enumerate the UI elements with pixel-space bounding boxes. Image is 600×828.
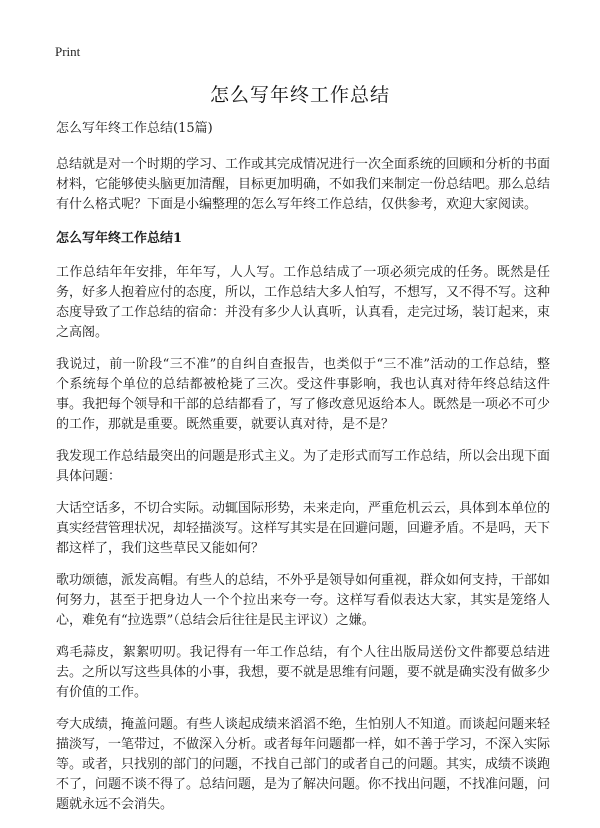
print-link[interactable]: Print bbox=[55, 44, 81, 59]
body-paragraph: 我说过，前一阶段“三不准”的自纠自查报告，也类似于“三不准”活动的工作总结，整个系统每个单位的总结都被枪毙了三次。受这件事影响，我也认真对待年终总结这件事。我把每个领导和干部的总结都看了，写了修改意见返给本人。既然是一项必不可少的工作，那就是重要。既然重要，就要认真对待，是不是？ bbox=[56, 357, 551, 432]
section-heading: 怎么写年终工作总结1 bbox=[56, 231, 183, 246]
body-paragraph: 大话空话多，不切合实际。动辄国际形势，未来走向，严重危机云云，具体到本单位的真实经营管理状况，却轻描淡写。这样写其实是在回避问题，回避矛盾。不是吗，天下都这样了，我们这些草民又能如何？ bbox=[56, 501, 551, 556]
document-subtitle: 怎么写年终工作总结(15篇) bbox=[56, 121, 213, 136]
body-paragraph: 鸡毛蒜皮，絮絮叨叨。我记得有一年工作总结，有个人往出版局送份文件都要总结进去。之所以写这些具体的小事，我想，要不就是思维有问题，要不就是确实没有做多少有价值的工作。 bbox=[56, 645, 551, 700]
intro-paragraph: 总结就是对一个时期的学习、工作或其完成情况进行一次全面系统的回顾和分析的书面材料，它能够使头脑更加清醒，目标更加明确，不如我们来制定一份总结吧。那么总结有什么格式呢？下面是小编整理的怎么写年终工作总结，仅供参考，欢迎大家阅读。 bbox=[56, 157, 551, 212]
body-paragraph: 夸大成绩，掩盖问题。有些人谈起成绩来滔滔不绝，生怕别人不知道。而谈起问题来轻描淡写，一笔带过，不做深入分析。或者每年问题都一样，如不善于学习，不深入实际等。或者，只找别的部门的问题，不找自己部门的或者自己的问题。其实，成绩不谈跑不了，问题不谈不得了。总结问题，是为了解决问题。你不找出问题，不找准问题，问题就永远不会消失。 bbox=[56, 717, 551, 812]
document-title: 怎么写年终工作总结 bbox=[209, 84, 390, 106]
document-body bbox=[56, 119, 550, 827]
body-paragraph: 工作总结年年安排，年年写，人人写。工作总结成了一项必须完成的任务。既然是任务，好多人抱着应付的态度，所以，工作总结大多人怕写，不想写，又不得不写。这种态度导致了工作总结的宿命：并没有多少人认真听，认真看，走完过场，装订起来，束之高阁。 bbox=[56, 265, 551, 340]
body-paragraph: 我发现工作总结最突出的问题是形式主义。为了走形式而写工作总结，所以会出现下面具体问题： bbox=[56, 449, 551, 484]
body-paragraph: 歌功颂德，派发高帽。有些人的总结，不外乎是领导如何重视，群众如何支持，干部如何努力，甚至于把身边人一个个拉出来夸一夸。这样写看似表达大家，其实是笼络人心，难免有“拉选票”（总结会后往往是民主评议）之嫌。 bbox=[56, 573, 551, 628]
